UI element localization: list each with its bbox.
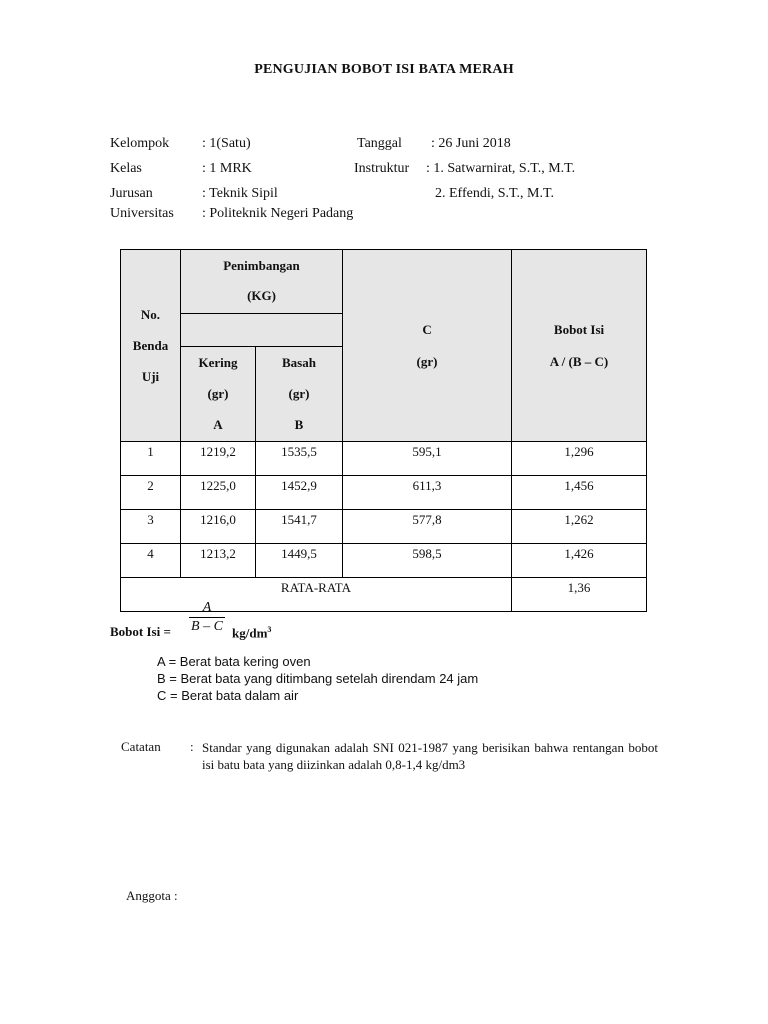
cell-no: 4 bbox=[121, 544, 181, 578]
cell-basah: 1535,5 bbox=[256, 442, 343, 476]
formula-denominator: B – C bbox=[191, 619, 223, 634]
kelompok-label: Kelompok bbox=[110, 136, 170, 151]
formula-fraction bbox=[189, 600, 225, 635]
cell-bobot: 1,426 bbox=[512, 544, 647, 578]
header-kering: Kering (gr) A bbox=[181, 347, 256, 442]
header-c: C (gr) bbox=[343, 250, 512, 442]
jurusan-value: : Teknik Sipil bbox=[202, 186, 278, 201]
universitas-value: : Politeknik Negeri Padang bbox=[202, 206, 354, 221]
header-penimbangan-blank bbox=[181, 314, 343, 347]
legend-item-b: B = Berat bata yang ditimbang setelah direndam 24 jam bbox=[157, 671, 479, 686]
cell-no: 2 bbox=[121, 476, 181, 510]
table-row bbox=[121, 544, 647, 578]
cell-c: 598,5 bbox=[343, 544, 512, 578]
instruktur-label: Instruktur bbox=[354, 161, 410, 176]
cell-basah: 1541,7 bbox=[256, 510, 343, 544]
cell-basah: 1449,5 bbox=[256, 544, 343, 578]
cell-no: 1 bbox=[121, 442, 181, 476]
anggota-label: Anggota : bbox=[126, 888, 178, 903]
table-row bbox=[121, 442, 647, 476]
jurusan-label: Jurusan bbox=[110, 186, 153, 201]
header-bobot-isi: Bobot Isi A / (B – C) bbox=[512, 250, 647, 442]
average-label: RATA-RATA bbox=[121, 578, 512, 612]
cell-bobot: 1,296 bbox=[512, 442, 647, 476]
instruktur-value-1: : 1. Satwarnirat, S.T., M.T. bbox=[426, 161, 576, 176]
kelas-label: Kelas bbox=[110, 161, 142, 176]
legend-item-a: A = Berat bata kering oven bbox=[157, 654, 311, 669]
cell-kering: 1219,2 bbox=[181, 442, 256, 476]
tanggal-label: Tanggal bbox=[357, 136, 402, 151]
average-value: 1,36 bbox=[512, 578, 647, 612]
legend-item-c: C = Berat bata dalam air bbox=[157, 688, 299, 703]
table-row bbox=[121, 476, 647, 510]
note-label: Catatan bbox=[121, 739, 161, 754]
cell-c: 611,3 bbox=[343, 476, 512, 510]
page-title: PENGUJIAN BOBOT ISI BATA MERAH bbox=[254, 62, 514, 77]
bobot-isi-table bbox=[120, 249, 647, 612]
cell-bobot: 1,456 bbox=[512, 476, 647, 510]
kelompok-value: : 1(Satu) bbox=[202, 136, 251, 151]
header-penimbangan: Penimbangan (KG) bbox=[181, 250, 343, 314]
formula-numerator: A bbox=[202, 600, 212, 615]
tanggal-value: : 26 Juni 2018 bbox=[431, 136, 511, 151]
header-basah: Basah (gr) B bbox=[256, 347, 343, 442]
table-row bbox=[121, 510, 647, 544]
note-colon: : bbox=[190, 739, 194, 754]
note-text: Standar yang digunakan adalah SNI 021-1987 yang berisikan bahwa rentangan bobot isi batu bata yang diizinkan adalah 0,8-1,4 kg/dm3 bbox=[202, 740, 658, 772]
cell-kering: 1216,0 bbox=[181, 510, 256, 544]
formula-unit: $kg/dm^3$ bbox=[232, 625, 272, 641]
universitas-label: Universitas bbox=[110, 206, 174, 221]
kelas-value: : 1 MRK bbox=[202, 161, 252, 176]
cell-c: 577,8 bbox=[343, 510, 512, 544]
cell-kering: 1213,2 bbox=[181, 544, 256, 578]
cell-no: 3 bbox=[121, 510, 181, 544]
formula-label: Bobot Isi = bbox=[110, 624, 171, 639]
instruktur-value-2: 2. Effendi, S.T., M.T. bbox=[435, 186, 554, 201]
cell-basah: 1452,9 bbox=[256, 476, 343, 510]
fraction-bar bbox=[189, 617, 225, 618]
cell-bobot: 1,262 bbox=[512, 510, 647, 544]
cell-c: 595,1 bbox=[343, 442, 512, 476]
header-no-benda-uji: No. Benda Uji bbox=[121, 250, 181, 442]
cell-kering: 1225,0 bbox=[181, 476, 256, 510]
